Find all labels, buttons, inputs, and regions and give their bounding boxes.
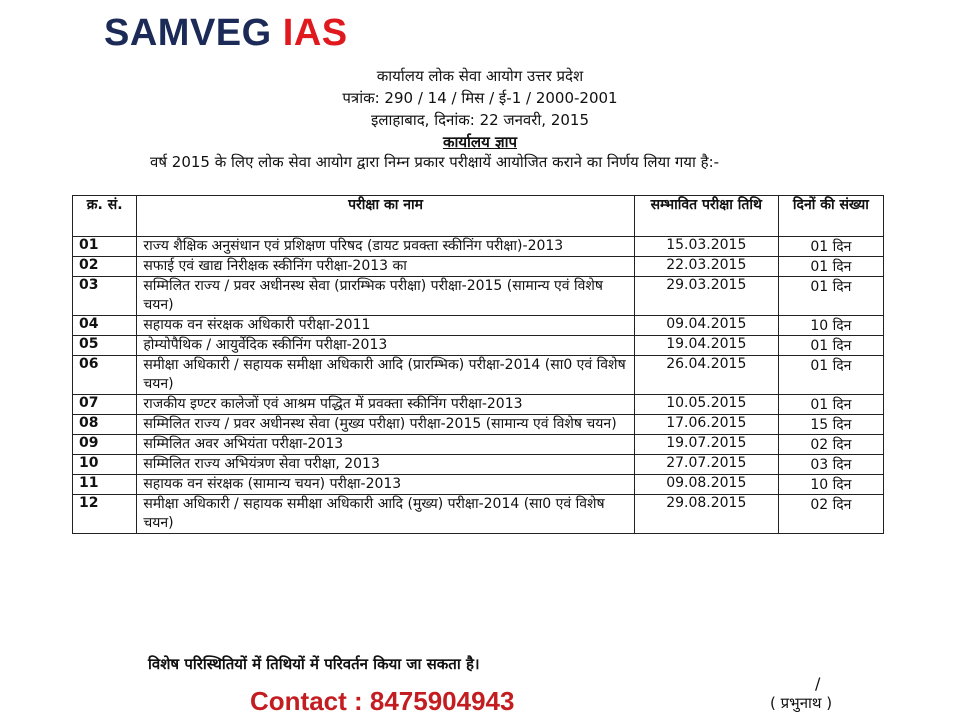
row-days: 01 दिन [778, 336, 883, 356]
row-sno: 05 [73, 336, 137, 356]
row-days: 03 दिन [778, 455, 883, 475]
table-row [73, 356, 884, 395]
row-exam-date: 29.03.2015 [634, 277, 778, 316]
row-sno: 08 [73, 415, 137, 435]
row-exam-date: 09.04.2015 [634, 316, 778, 336]
header-sno: क्र. सं. [73, 196, 137, 237]
header-exam-name: परीक्षा का नाम [137, 196, 634, 237]
row-exam-date: 26.04.2015 [634, 356, 778, 395]
row-days: 01 दिन [778, 395, 883, 415]
row-sno: 02 [73, 257, 137, 277]
row-exam-date: 15.03.2015 [634, 237, 778, 257]
row-exam-date: 22.03.2015 [634, 257, 778, 277]
row-sno: 03 [73, 277, 137, 316]
row-exam-name: सम्मिलित राज्य अभियंत्रण सेवा परीक्षा, 2013 [137, 455, 634, 475]
contact-number: Contact : 8475904943 [250, 686, 515, 716]
table-row [73, 237, 884, 257]
row-exam-name: सहायक वन संरक्षक (सामान्य चयन) परीक्षा-2013 [137, 475, 634, 495]
row-sno: 04 [73, 316, 137, 336]
table-row [73, 316, 884, 336]
memo-title: कार्यालय ज्ञाप [442, 133, 518, 151]
brand-name-part1: SAMVEG [104, 12, 272, 54]
row-sno: 09 [73, 435, 137, 455]
change-note: विशेष परिस्थितियों में तिथियों में परिवर्तन किया जा सकता है। [148, 655, 480, 673]
row-exam-date: 29.08.2015 [634, 495, 778, 534]
row-exam-name: होम्योपैथिक / आयुर्वेदिक स्कीनिंग परीक्षा-2013 [137, 336, 634, 356]
row-days: 01 दिन [778, 356, 883, 395]
row-exam-name: समीक्षा अधिकारी / सहायक समीक्षा अधिकारी आदि (प्रारम्भिक) परीक्षा-2014 (सा0 एवं विशेष चयन) [137, 356, 634, 395]
row-exam-name: सम्मिलित राज्य / प्रवर अधीनस्थ सेवा (प्रारम्भिक परीक्षा) परीक्षा-2015 (सामान्य एवं विशेष चयन) [137, 277, 634, 316]
row-exam-name: राजकीय इण्टर कालेजों एवं आश्रम पद्धित में प्रवक्ता स्कीनिंग परीक्षा-2013 [137, 395, 634, 415]
row-days: 10 दिन [778, 475, 883, 495]
row-sno: 10 [73, 455, 137, 475]
table-row [73, 455, 884, 475]
row-days: 02 दिन [778, 435, 883, 455]
place-date: इलाहाबाद, दिनांक: 22 जनवरी, 2015 [370, 111, 589, 129]
brand-name-part2: IAS [282, 12, 348, 54]
row-exam-name: सम्मिलित राज्य / प्रवर अधीनस्थ सेवा (मुख्य परीक्षा) परीक्षा-2015 (सामान्य एवं विशेष चयन) [137, 415, 634, 435]
row-sno: 01 [73, 237, 137, 257]
row-exam-date: 09.08.2015 [634, 475, 778, 495]
row-days: 01 दिन [778, 277, 883, 316]
intro-paragraph: वर्ष 2015 के लिए लोक सेवा आयोग द्वारा निम्न प्रकार परीक्षायें आयोजित कराने का निर्णय लिया गया है:- [150, 153, 720, 171]
row-exam-name: समीक्षा अधिकारी / सहायक समीक्षा अधिकारी आदि (मुख्य) परीक्षा-2014 (सा0 एवं विशेष चयन) [137, 495, 634, 534]
signatory-name: ( प्रभुनाथ ) [770, 694, 833, 712]
row-days: 01 दिन [778, 237, 883, 257]
row-days: 15 दिन [778, 415, 883, 435]
table-row [73, 395, 884, 415]
signature-mark: / [815, 674, 821, 693]
row-sno: 07 [73, 395, 137, 415]
row-exam-name: सफाई एवं खाद्य निरीक्षक स्कीनिंग परीक्षा-2013 का [137, 257, 634, 277]
table-row [73, 475, 884, 495]
table-row [73, 415, 884, 435]
row-sno: 12 [73, 495, 137, 534]
row-exam-name: राज्य शैक्षिक अनुसंधान एवं प्रशिक्षण परिषद (डायट प्रवक्ता स्कीनिंग परीक्षा)-2013 [137, 237, 634, 257]
row-days: 02 दिन [778, 495, 883, 534]
row-days: 10 दिन [778, 316, 883, 336]
header-exam-date: सम्भावित परीक्षा तिथि [634, 196, 778, 237]
row-sno: 06 [73, 356, 137, 395]
row-exam-date: 10.05.2015 [634, 395, 778, 415]
table-header-row [73, 196, 884, 237]
brand-logo [104, 12, 348, 55]
row-exam-date: 19.04.2015 [634, 336, 778, 356]
row-exam-name: सहायक वन संरक्षक अधिकारी परीक्षा-2011 [137, 316, 634, 336]
table-row [73, 277, 884, 316]
row-exam-date: 19.07.2015 [634, 435, 778, 455]
office-title: कार्यालय लोक सेवा आयोग उत्तर प्रदेश [376, 67, 584, 85]
table-row [73, 435, 884, 455]
exam-schedule-table [72, 195, 884, 534]
letter-number: पत्रांक: 290 / 14 / मिस / ई-1 / 2000-2001 [342, 89, 618, 107]
row-exam-date: 17.06.2015 [634, 415, 778, 435]
header-days: दिनों की संख्या [778, 196, 883, 237]
row-exam-name: सम्मिलित अवर अभियंता परीक्षा-2013 [137, 435, 634, 455]
row-exam-date: 27.07.2015 [634, 455, 778, 475]
table-row [73, 336, 884, 356]
table-row [73, 257, 884, 277]
row-sno: 11 [73, 475, 137, 495]
table-row [73, 495, 884, 534]
row-days: 01 दिन [778, 257, 883, 277]
